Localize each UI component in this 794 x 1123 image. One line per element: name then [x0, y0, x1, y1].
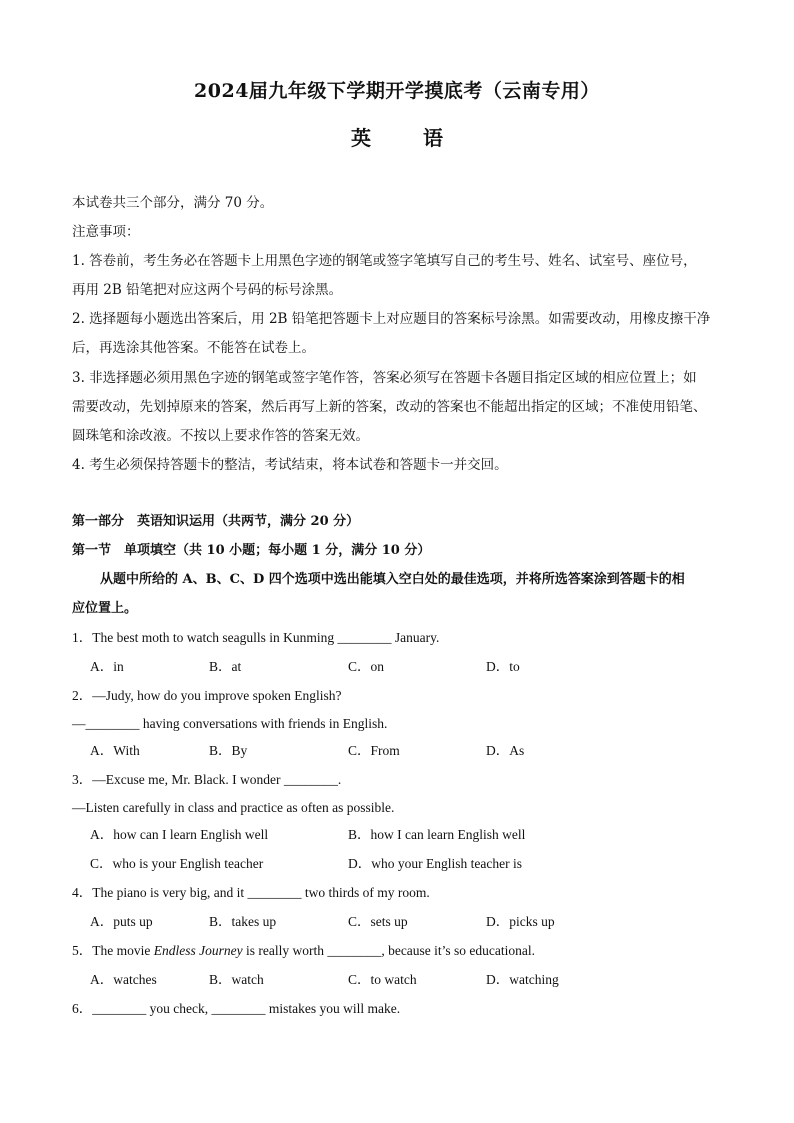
q5-option-a: A．watches: [90, 972, 157, 987]
q5-option-b: B．watch: [209, 972, 264, 987]
question-6: 6．________ you check, ________ mistakes you will make.: [72, 1001, 401, 1016]
note-2-line-2: 后，再选涂其他答案。不能答在试卷上。: [72, 340, 315, 356]
q5-suffix: is really worth ________, because it’s so educational.: [242, 943, 536, 958]
q4-option-a: A．puts up: [90, 914, 153, 929]
q1-option-c: C．on: [348, 659, 385, 674]
question-2-line-1: 2．—Judy, how do you improve spoken English?: [72, 688, 342, 703]
q3-option-c: C．who is your English teacher: [90, 856, 264, 871]
q5-option-d: D．watching: [486, 972, 559, 987]
note-1-line-2: 再用 2B 铅笔把对应这两个号码的标号涂黑。: [72, 282, 343, 298]
q4-option-b: B．takes up: [209, 914, 277, 929]
q2-option-a: A．With: [90, 743, 140, 758]
q4-option-c: C．sets up: [348, 914, 408, 929]
note-3-line-2: 需要改动，先划掉原来的答案，然后再写上新的答案，改动的答案也不能超出指定的区域；不准使用铅笔、: [72, 399, 707, 415]
note-3-line-1: 3. 非选择题必须用黑色字迹的钢笔或签字笔作答，答案必须写在答题卡各题目指定区域的相应位置上；如: [72, 370, 697, 386]
q2-option-d: D．As: [486, 743, 525, 758]
note-1-line-1: 1. 答卷前，考生务必在答题卡上用黑色字迹的钢笔或签字笔填写自己的考生号、姓名、试室号、座位号，: [72, 253, 697, 269]
q3-option-a: A．how can I learn English well: [90, 827, 269, 842]
subject-heading: [0, 122, 794, 151]
question-4: 4．The piano is very big, and it ________ two thirds of my room.: [72, 885, 430, 900]
q3-option-b: B．how I can learn English well: [348, 827, 526, 842]
subject-char-left: 英: [351, 126, 371, 150]
exam-title: 2024届九年级下学期开学摸底考（云南专用）: [194, 80, 600, 102]
section-1-heading: 第一节 单项填空（共 10 小题；每小题 1 分，满分 10 分）: [72, 543, 431, 558]
q5-movie-title: Endless Journey: [153, 943, 243, 958]
question-5: [72, 941, 535, 961]
question-2-line-2: —________ having conversations with friends in English.: [72, 716, 388, 731]
note-4: 4. 考生必须保持答题卡的整洁，考试结束，将本试卷和答题卡一并交回。: [72, 457, 508, 473]
q3-option-d: D．who your English teacher is: [348, 856, 522, 871]
q1-option-d: D．to: [486, 659, 520, 674]
part-1-heading: 第一部分 英语知识运用（共两节，满分 20 分）: [72, 514, 360, 529]
question-3-line-2: —Listen carefully in class and practice as often as possible.: [72, 800, 395, 815]
q5-prefix: 5．The movie: [72, 943, 154, 958]
exam-summary: 本试卷共三个部分，满分 70 分。: [72, 195, 274, 211]
instruction-line-1: 从题中所给的 A、B、C、D 四个选项中选出能填入空白处的最佳选项，并将所选答案涂到答题卡的相: [100, 572, 685, 587]
q5-option-c: C．to watch: [348, 972, 417, 987]
note-2-line-1: 2. 选择题每小题选出答案后，用 2B 铅笔把答题卡上对应题目的答案标号涂黑。如需要改动，用橡皮擦干净: [72, 311, 711, 327]
note-3-line-3: 圆珠笔和涂改液。不按以上要求作答的答案无效。: [72, 428, 369, 444]
instruction-line-2: 应位置上。: [72, 601, 138, 616]
notes-title: 注意事项：: [72, 224, 140, 240]
q2-option-b: B．By: [209, 743, 248, 758]
subject-char-right: 语: [423, 126, 443, 150]
q2-option-c: C．From: [348, 743, 400, 758]
q1-option-b: B．at: [209, 659, 242, 674]
q4-option-d: D．picks up: [486, 914, 555, 929]
q1-option-a: A．in: [90, 659, 124, 674]
question-1: 1．The best moth to watch seagulls in Kunming ________ January.: [72, 630, 440, 645]
question-3-line-1: 3．—Excuse me, Mr. Black. I wonder ________.: [72, 772, 342, 787]
